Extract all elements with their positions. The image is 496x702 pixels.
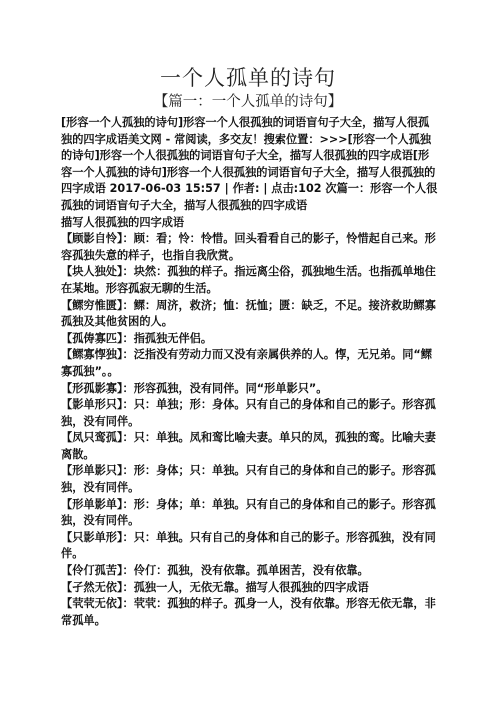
idiom-entry: 【鳏寡惸独】：泛指没有劳动力而又没有亲属供养的人。惸，无兄弟。同“鳏寡孤独”。。 <box>61 348 432 378</box>
intro-paragraph: [形容一个人孤独的诗句]形容一个人很孤独的词语盲句子大全，描写人很孤独的四字成语美文网 - 常阅读，多交友！搜索位置：>>>[形容一个人孤独的诗句]形容一个人很孤独的词语盲句子大全，描写人很孤独的四字成语[形容一个人孤独的诗句]形容一个人很孤独的词语盲句子大全，描写人很孤独的四字成语 2017-06-03 15:57 | 作者: | 点击:102 次篇一：形容一个人很孤独的词语盲句子大全，描写人很孤独的四字成语 <box>61 116 438 212</box>
idiom-entry: 【只影单形】：只：单独。只有自己的身体和自己的影子。形容孤独，没有同伴。 <box>61 530 436 561</box>
document-body <box>61 115 439 629</box>
idiom-entry: 【茕茕无依】：茕茕：孤独的样子。孤身一人，没有依靠。形容无依无靠，非常孤单。 <box>61 597 436 627</box>
idiom-entry: 【形单影只】：形：身体；只：单独。只有自己的身体和自己的影子。形容孤独，没有同伴。 <box>61 464 436 495</box>
idiom-entry: 【形孤影寡】：形容孤独，没有同伴。同“形单影只”。 <box>61 381 328 395</box>
idiom-entry: 【伶仃孤苦】：伶仃：孤独，没有依靠。孤单困苦，没有依靠。 <box>61 564 369 578</box>
idiom-entry: 【凤只鸾孤】：只：单独。凤和鸾比喻夫妻。单只的凤，孤独的鸾。比喻夫妻离散。 <box>61 431 436 461</box>
document-subtitle: 【篇一：一个人孤单的诗句】 <box>153 94 343 110</box>
section-heading: 描写人很孤独的四字成语 <box>61 215 185 229</box>
idiom-entry: 【形单影单】：形：身体；单：单独。只有自己的身体和自己的影子。形容孤独，没有同伴。 <box>61 497 436 528</box>
idiom-entry: 【孑然无依】：孤独一人，无依无靠。描写人很孤独的四字成语 <box>61 580 369 594</box>
idiom-entry: 【孤俦寡匹】：指孤独无伴侣。 <box>61 331 213 345</box>
idiom-entry: 【顾影自怜】：顾：看；怜：怜惜。回头看看自己的影子，怜惜起自己来。形容孤独失意的样子，也指自我欣赏。 <box>61 232 436 262</box>
idiom-entry: 【块人独处】：块然：孤独的样子。指远离尘俗，孤独地生活。也指孤单地住在某地。形容孤寂无聊的生活。 <box>61 265 436 295</box>
idiom-entry: 【影单形只】：只：单独；形：身体。只有自己的身体和自己的影子。形容孤独，没有同伴。 <box>61 398 436 428</box>
document-title: 一个人孤单的诗句 <box>160 66 336 90</box>
idiom-entry: 【鳏穷惟匮】：鳏：周济，救济；恤：抚恤；匮：缺乏，不足。接济救助鳏寡孤独及其他贫困的人。 <box>61 298 436 329</box>
